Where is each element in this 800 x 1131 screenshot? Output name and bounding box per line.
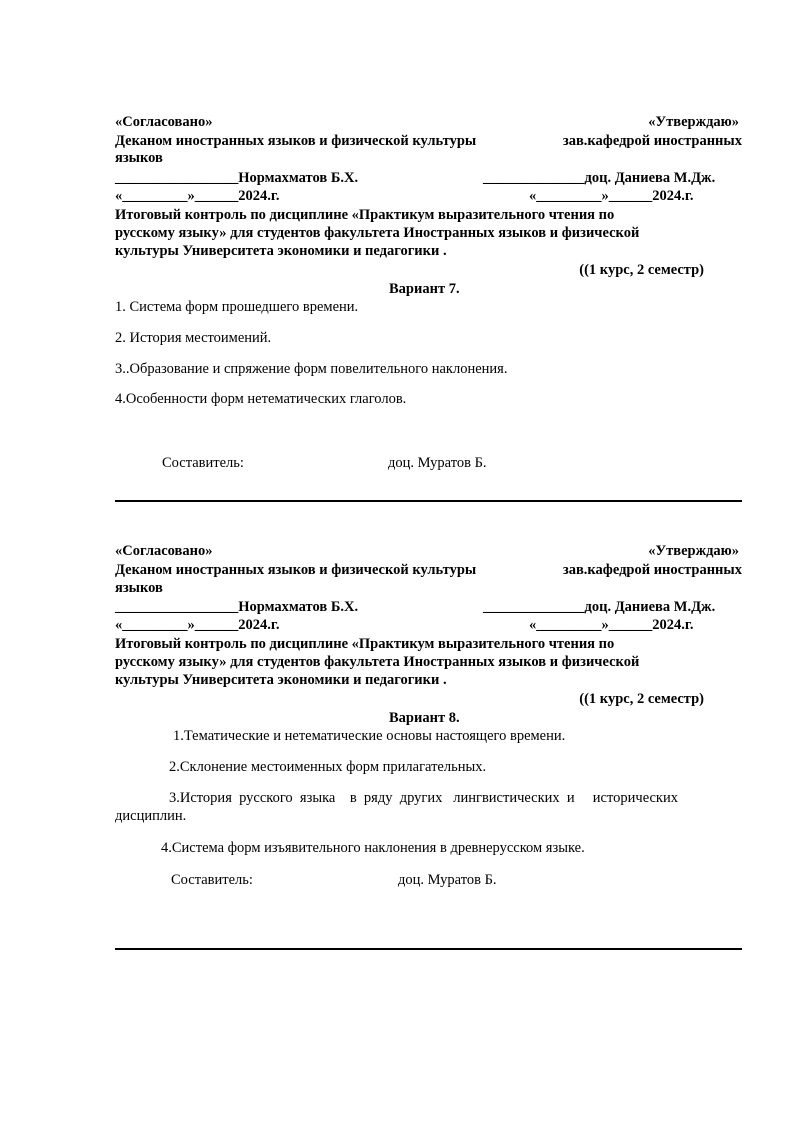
question-3-continued: дисциплин. [115,808,187,824]
question-1: 1.Тематические и нетематические основы настоящего времени. [173,728,566,744]
date-right: «_________»______2024.г. [529,617,694,633]
question-1: 1. Система форм прошедшего времени. [115,299,359,315]
compiler-label: Составитель: [171,872,253,888]
variant-title: Вариант 7. [389,281,460,297]
dean-line: Деканом иностранных языков и физической культуры [115,562,477,578]
question-4: 4.Система форм изъявительного наклонения в древнерусском языке. [161,840,585,856]
head-department: зав.кафедрой иностранных [562,133,742,149]
separator-line [115,500,742,502]
question-2: 2.Склонение местоименных форм прилагательных. [169,759,487,775]
question-3: 3..Образование и спряжение форм повелительного наклонения. [115,361,508,377]
exam-title-line-3: культуры Университета экономики и педагогики . [115,243,447,259]
course-semester: ((1 курс, 2 семестр) [579,262,704,278]
signature-left: _________________Нормахматов Б.Х. [115,170,359,186]
signature-right: ______________доц. Даниева М.Дж. [483,599,716,615]
approve-label: «Утверждаю» [648,543,739,559]
compiler-label: Составитель: [162,455,244,471]
exam-title-line-1: Итоговый контроль по дисциплине «Практикум выразительного чтения по [115,636,615,652]
date-left: «_________»______2024.г. [115,617,280,633]
exam-title-line-1: Итоговый контроль по дисциплине «Практикум выразительного чтения по [115,207,615,223]
exam-title-line-2: русскому языку» для студентов факультета Иностранных языков и физической [115,225,640,241]
variant-title: Вариант 8. [389,710,460,726]
signature-left: _________________Нормахматов Б.Х. [115,599,359,615]
date-left: «_________»______2024.г. [115,188,280,204]
separator-line [115,948,742,950]
dean-line-continued: языков [115,150,163,166]
exam-title-line-2: русскому языку» для студентов факультета Иностранных языков и физической [115,654,640,670]
compiler-name: доц. Муратов Б. [388,455,487,471]
dean-line: Деканом иностранных языков и физической культуры [115,133,477,149]
dean-line-continued: языков [115,580,163,596]
agreed-label: «Согласовано» [115,114,213,130]
course-semester: ((1 курс, 2 семестр) [579,691,704,707]
question-2: 2. История местоимений. [115,330,272,346]
compiler-name: доц. Муратов Б. [398,872,497,888]
agreed-label: «Согласовано» [115,543,213,559]
approve-label: «Утверждаю» [648,114,739,130]
signature-right: ______________доц. Даниева М.Дж. [483,170,716,186]
question-4: 4.Особенности форм нетематических глаголов. [115,391,407,407]
question-3: 3.История русского языка в ряду других лингвистических и исторических [169,790,678,806]
date-right: «_________»______2024.г. [529,188,694,204]
head-department: зав.кафедрой иностранных [562,562,742,578]
exam-title-line-3: культуры Университета экономики и педагогики . [115,672,447,688]
